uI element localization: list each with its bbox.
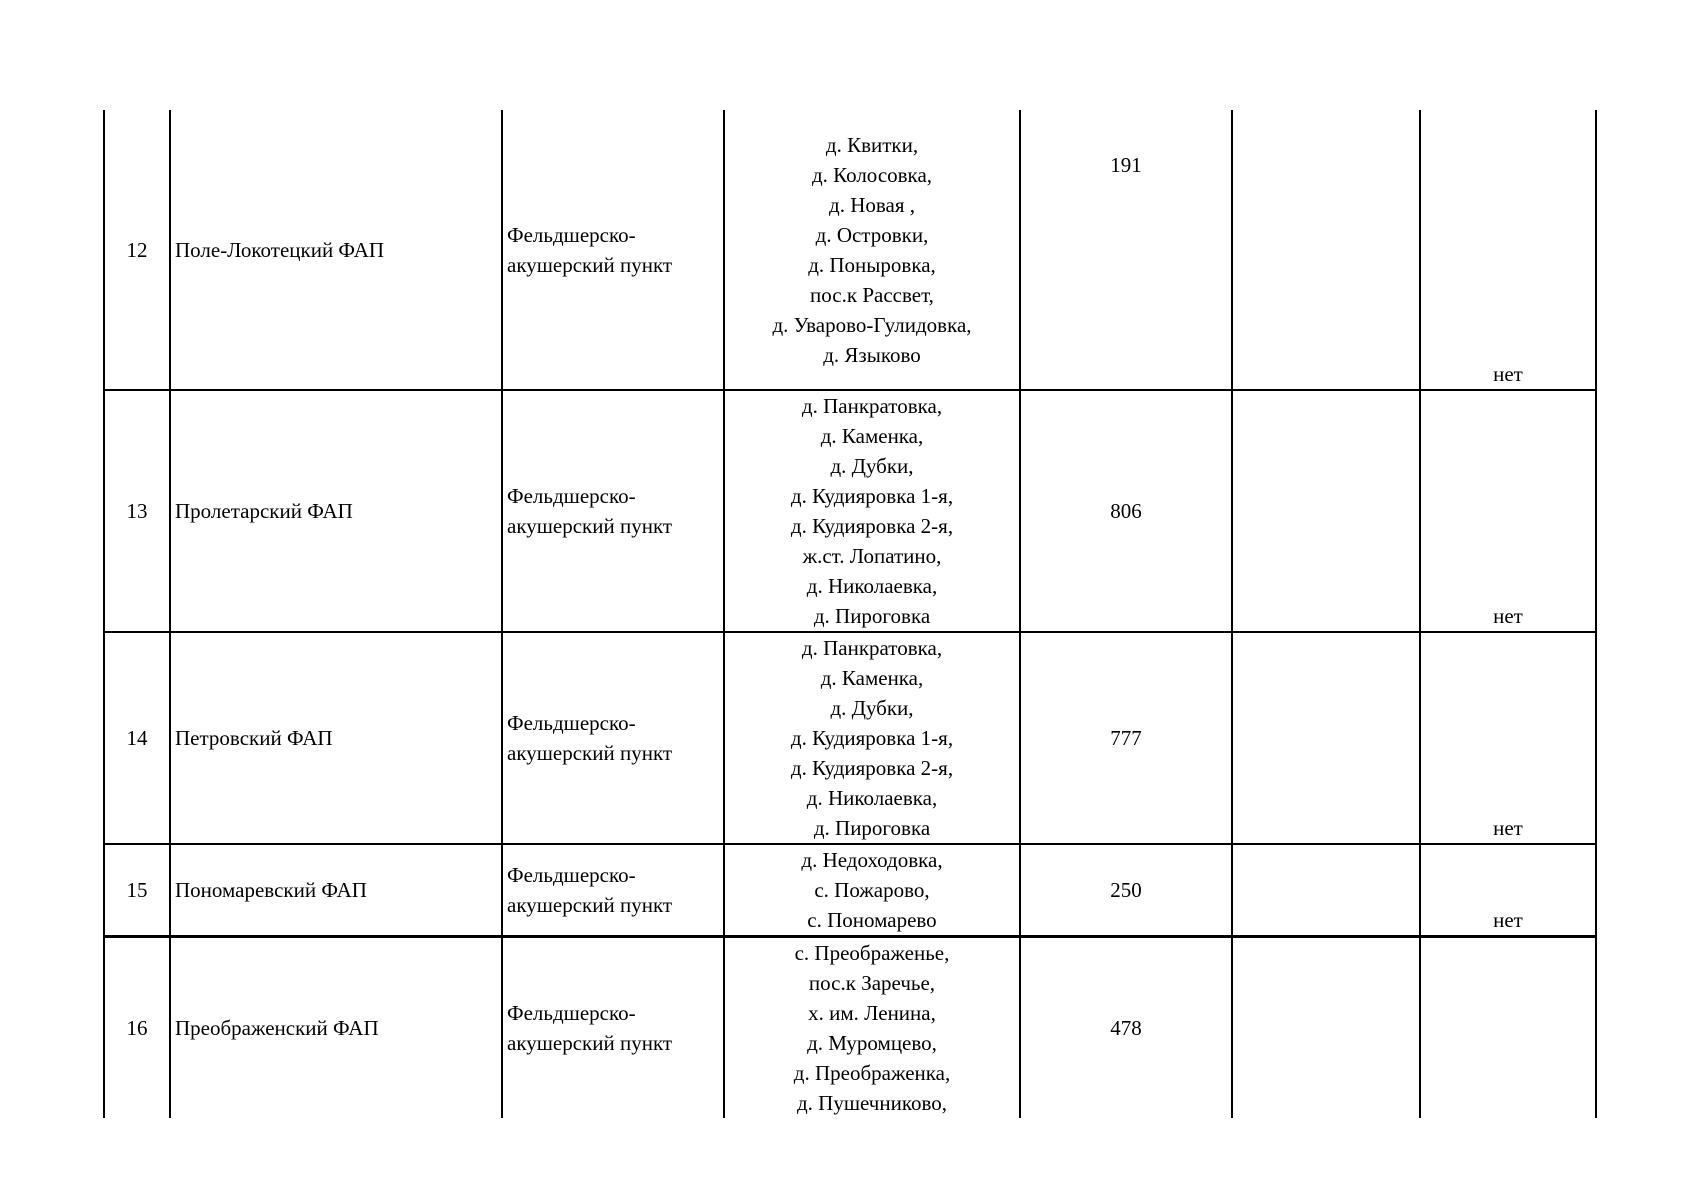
availability-flag: нет	[1420, 110, 1596, 390]
facility-name: Пролетарский ФАП	[170, 390, 502, 632]
settlement: д. Каменка,	[820, 666, 924, 690]
empty-cell	[1232, 632, 1420, 844]
settlement: с. Преображенье,	[794, 941, 950, 965]
settlements-list	[724, 632, 1020, 844]
population: 250	[1020, 844, 1232, 937]
settlement: д. Кудияровка 1-я,	[790, 484, 954, 508]
population: 806	[1020, 390, 1232, 632]
facility-type	[502, 937, 724, 1119]
row-number: 12	[104, 110, 170, 390]
availability-flag: нет	[1420, 632, 1596, 844]
empty-cell	[1232, 844, 1420, 937]
facility-type-line: акушерский пункт	[507, 741, 673, 765]
settlement: д. Поныровка,	[808, 252, 936, 277]
population: 191	[1020, 110, 1232, 390]
settlement: д. Николаевка,	[806, 786, 938, 810]
row-number: 14	[104, 632, 170, 844]
facility-name: Петровский ФАП	[170, 632, 502, 844]
facility-type-line: Фельдшерско-	[507, 484, 636, 508]
facility-type	[502, 632, 724, 844]
facility-type-line: Фельдшерско-	[507, 1001, 636, 1025]
empty-cell	[1232, 110, 1420, 390]
table-row	[104, 110, 1596, 390]
settlement: д. Панкратовка,	[801, 394, 943, 418]
facility-name: Пономаревский ФАП	[170, 844, 502, 937]
settlement: д. Языково	[823, 342, 921, 367]
settlement: пос.к Рассвет,	[810, 282, 934, 307]
settlement: д. Кудияровка 2-я,	[790, 756, 954, 780]
settlement: д. Пироговка	[813, 604, 931, 628]
facility-type-line: Фельдшерско-	[507, 222, 636, 247]
availability-flag: нет	[1420, 844, 1596, 937]
settlement: д. Панкратовка,	[801, 636, 943, 660]
settlement: д. Новая ,	[829, 192, 915, 217]
settlements-list	[724, 110, 1020, 390]
settlement: д. Кудияровка 2-я,	[790, 514, 954, 538]
facility-type-line: акушерский пункт	[507, 514, 673, 538]
facilities-table	[103, 110, 1597, 1118]
settlement: ж.ст. Лопатино,	[802, 544, 942, 568]
settlements-list	[724, 844, 1020, 937]
population: 478	[1020, 937, 1232, 1119]
empty-cell	[1232, 937, 1420, 1119]
facility-type-line: акушерский пункт	[507, 1031, 673, 1055]
settlement: д. Пироговка	[813, 816, 931, 840]
settlement: д. Недоходовка,	[801, 848, 943, 872]
settlement: д. Пушечниково,	[796, 1091, 947, 1115]
settlement: д. Преображенка,	[793, 1061, 951, 1085]
row-number: 13	[104, 390, 170, 632]
availability-flag	[1420, 937, 1596, 1119]
settlement: д. Дубки,	[830, 454, 914, 478]
row-number: 15	[104, 844, 170, 937]
settlement: пос.к Заречье,	[808, 971, 936, 995]
settlements-list	[724, 937, 1020, 1119]
settlement: д. Дубки,	[830, 696, 914, 720]
empty-cell	[1232, 390, 1420, 632]
settlement: д. Кудияровка 1-я,	[790, 726, 954, 750]
facility-name: Преображенский ФАП	[170, 937, 502, 1119]
facility-type	[502, 844, 724, 937]
settlement: д. Квитки,	[825, 132, 919, 157]
facility-type-line: акушерский пункт	[507, 252, 673, 277]
settlement: д. Колосовка,	[811, 162, 933, 187]
facility-type	[502, 110, 724, 390]
facility-type-line: Фельдшерско-	[507, 711, 636, 735]
settlement: д. Каменка,	[820, 424, 924, 448]
facility-type-line: Фельдшерско-	[507, 863, 636, 887]
facility-type-line: акушерский пункт	[507, 893, 673, 917]
settlements-list	[724, 390, 1020, 632]
settlement: х. им. Ленина,	[808, 1001, 936, 1025]
table-row	[104, 937, 1596, 1119]
facility-name: Поле-Локотецкий ФАП	[170, 110, 502, 390]
table-row	[104, 390, 1596, 632]
facility-type	[502, 390, 724, 632]
availability-flag: нет	[1420, 390, 1596, 632]
settlement: с. Пожарово,	[814, 878, 930, 902]
population: 777	[1020, 632, 1232, 844]
table-row	[104, 844, 1596, 937]
settlement: с. Пономарево	[807, 908, 937, 932]
settlement: д. Уварово-Гулидовка,	[772, 312, 972, 337]
row-number: 16	[104, 937, 170, 1119]
table-row	[104, 632, 1596, 844]
settlement: д. Николаевка,	[806, 574, 938, 598]
settlement: д. Муромцево,	[807, 1031, 937, 1055]
settlement: д. Островки,	[815, 222, 929, 247]
